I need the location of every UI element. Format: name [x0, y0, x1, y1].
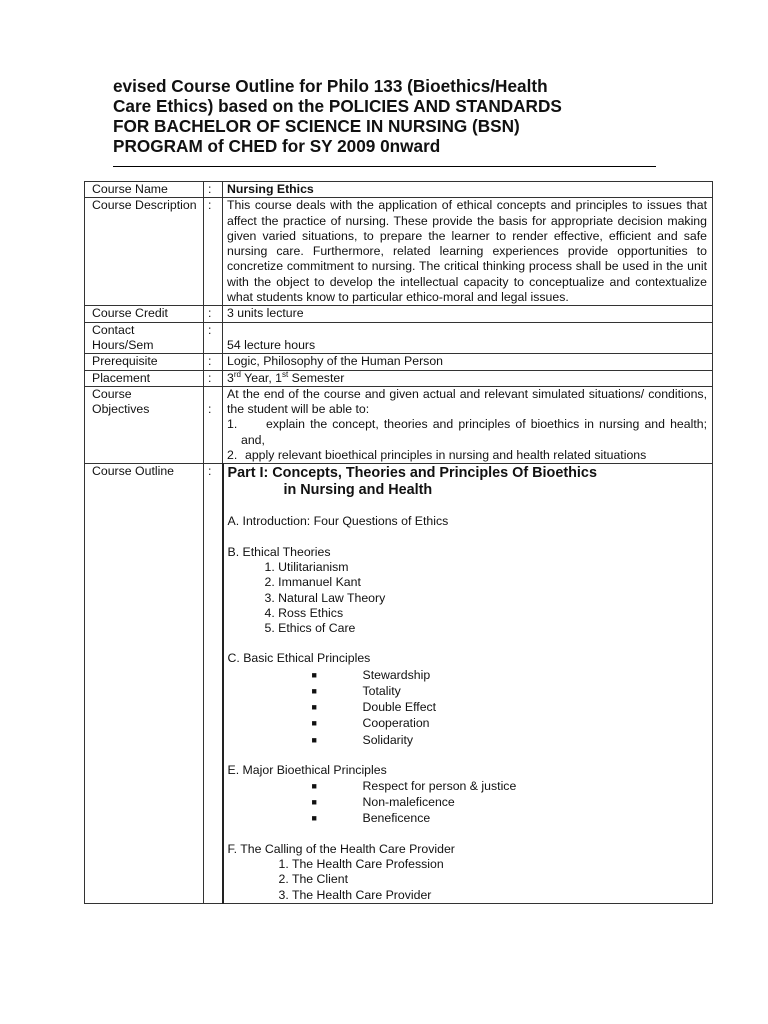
- contact-hours-label-line-2: Hours/Sem: [92, 337, 154, 352]
- list-item-text: Totality: [362, 683, 401, 698]
- list-item: [312, 683, 708, 699]
- row-course-credit: [85, 306, 713, 322]
- objective-number: 1.: [227, 417, 238, 432]
- list-item: 1. Utilitarianism: [264, 559, 349, 574]
- bullet-icon: ■: [311, 702, 317, 713]
- placement-label: Placement: [85, 370, 204, 386]
- ethical-theories-list: [228, 560, 708, 636]
- course-outline-label: Course Outline: [85, 464, 204, 903]
- part-title-line-1: Part I: Concepts, Theories and Principles Of Bioethics: [227, 465, 597, 482]
- course-description-value: This course deals with the application of ethical concepts and principles to issues that affect the practice of nursing. These provide the basis for appropriate decision making given varied situations, to prepare the learner to render effective, efficient and safe nursing care. Furthermore, related learning experiences provide opportunities to concretize commitment to nursing. The critical thinking process shall be used in the unit with the object to develop the intellectual capacity to conceptualize and contextualize what students know to particular ethico-moral and legal issues.: [223, 198, 713, 306]
- course-objectives-label-line-2: Objectives: [92, 402, 150, 417]
- course-name-label: Course Name: [85, 182, 204, 198]
- placement-semester-suffix: st: [282, 369, 289, 379]
- list-item: 3. The Health Care Provider: [278, 887, 432, 902]
- row-contact-hours: [85, 322, 713, 354]
- row-course-name: [85, 182, 713, 198]
- course-name-value: Nursing Ethics: [223, 182, 713, 198]
- colon: :: [204, 306, 223, 322]
- part-title-line-2: in Nursing and Health: [283, 482, 433, 499]
- list-item-text: Double Effect: [362, 700, 437, 715]
- list-item-text: Non-maleficence: [362, 795, 455, 810]
- row-prerequisite: [85, 354, 713, 370]
- colon: :: [204, 370, 223, 386]
- contact-hours-label: [85, 322, 204, 354]
- heading-line-1: evised Course Outline for Philo 133 (Bioethics/Health: [113, 76, 548, 96]
- colon: :: [204, 198, 223, 306]
- course-credit-value: 3 units lecture: [223, 306, 713, 322]
- list-item: [312, 667, 708, 683]
- section-e-heading: E. Major Bioethical Principles: [227, 762, 387, 777]
- list-item: [312, 715, 708, 731]
- list-item: 4. Ross Ethics: [264, 605, 344, 620]
- placement-semester-number: 1: [275, 370, 283, 385]
- bullet-icon: ■: [311, 685, 317, 696]
- course-objectives-cell: [223, 386, 713, 463]
- bullet-icon: ■: [311, 797, 317, 808]
- colon: :: [204, 354, 223, 370]
- placement-year-word: Year,: [240, 370, 276, 385]
- row-placement: [85, 370, 713, 386]
- bullet-icon: ■: [311, 669, 317, 680]
- section-f-heading: F. The Calling of the Health Care Provider: [227, 841, 455, 856]
- course-objectives-label: [85, 386, 204, 463]
- list-item: 2. Immanuel Kant: [264, 575, 361, 590]
- colon: :: [204, 322, 223, 354]
- document-heading: [113, 76, 656, 156]
- objective-item: [227, 417, 707, 448]
- list-item: [312, 699, 708, 715]
- row-course-outline: [85, 464, 713, 903]
- contact-hours-value: 54 lecture hours: [227, 337, 316, 352]
- contact-hours-cell: [223, 322, 713, 354]
- heading-line-3: FOR BACHELOR OF SCIENCE IN NURSING (BSN): [113, 116, 520, 136]
- row-course-objectives: [85, 386, 713, 463]
- objectives-intro: At the end of the course and given actual and relevant simulated situations/ conditions, the student will be able to:: [227, 386, 707, 417]
- objective-number: 2.: [227, 448, 238, 463]
- colon: :: [208, 402, 212, 417]
- contact-hours-label-line-1: Contact: [92, 322, 135, 337]
- list-item-text: Beneficence: [362, 811, 431, 826]
- course-outline-cell: [223, 464, 713, 903]
- prerequisite-value: Logic, Philosophy of the Human Person: [223, 354, 713, 370]
- course-credit-label: Course Credit: [85, 306, 204, 322]
- list-item: 2. The Client: [278, 872, 348, 887]
- list-item-text: Respect for person & justice: [362, 779, 517, 794]
- list-item: 1. The Health Care Profession: [278, 856, 444, 871]
- list-item-text: Stewardship: [362, 667, 431, 682]
- colon: :: [204, 464, 223, 903]
- placement-year-number: 3: [227, 370, 234, 385]
- course-outline-table: [84, 181, 713, 904]
- row-course-description: [85, 198, 713, 306]
- bullet-icon: ■: [311, 718, 317, 729]
- section-b-heading: B. Ethical Theories: [227, 544, 331, 559]
- list-item: [312, 794, 708, 810]
- part-title: [228, 465, 708, 499]
- section-c-heading: C. Basic Ethical Principles: [227, 651, 371, 666]
- list-item: [312, 810, 708, 826]
- heading-line-2: Care Ethics) based on the POLICIES AND STANDARDS: [113, 96, 562, 116]
- list-item-text: Cooperation: [362, 716, 430, 731]
- list-item-text: Solidarity: [362, 732, 414, 747]
- calling-list: [228, 857, 708, 903]
- placement-value: [223, 370, 713, 386]
- placement-year-suffix: rd: [233, 369, 241, 379]
- list-item: [312, 732, 708, 748]
- list-item: 3. Natural Law Theory: [264, 590, 386, 605]
- objective-text: apply relevant bioethical principles in nursing and health related situations: [245, 448, 647, 463]
- list-item: [312, 778, 708, 794]
- heading-line-4: PROGRAM of CHED for SY 2009 0nward: [113, 136, 441, 156]
- list-item: 5. Ethics of Care: [264, 621, 356, 636]
- colon-cell: [204, 386, 223, 463]
- heading-underline: [113, 166, 656, 167]
- course-objectives-label-line-1: Course: [92, 386, 132, 401]
- bullet-icon: ■: [311, 781, 317, 792]
- bullet-icon: ■: [311, 813, 317, 824]
- colon: :: [204, 182, 223, 198]
- placement-semester-word: Semester: [288, 370, 345, 385]
- basic-principles-list: [228, 667, 708, 748]
- bullet-icon: ■: [311, 734, 317, 745]
- course-description-label: Course Description: [85, 198, 204, 306]
- objective-item: [227, 448, 707, 463]
- objective-text: explain the concept, theories and principles of bioethics in nursing and health; and,: [241, 417, 707, 447]
- major-principles-list: [228, 778, 708, 827]
- prerequisite-label: Prerequisite: [85, 354, 204, 370]
- section-a-heading: A. Introduction: Four Questions of Ethics: [227, 514, 449, 529]
